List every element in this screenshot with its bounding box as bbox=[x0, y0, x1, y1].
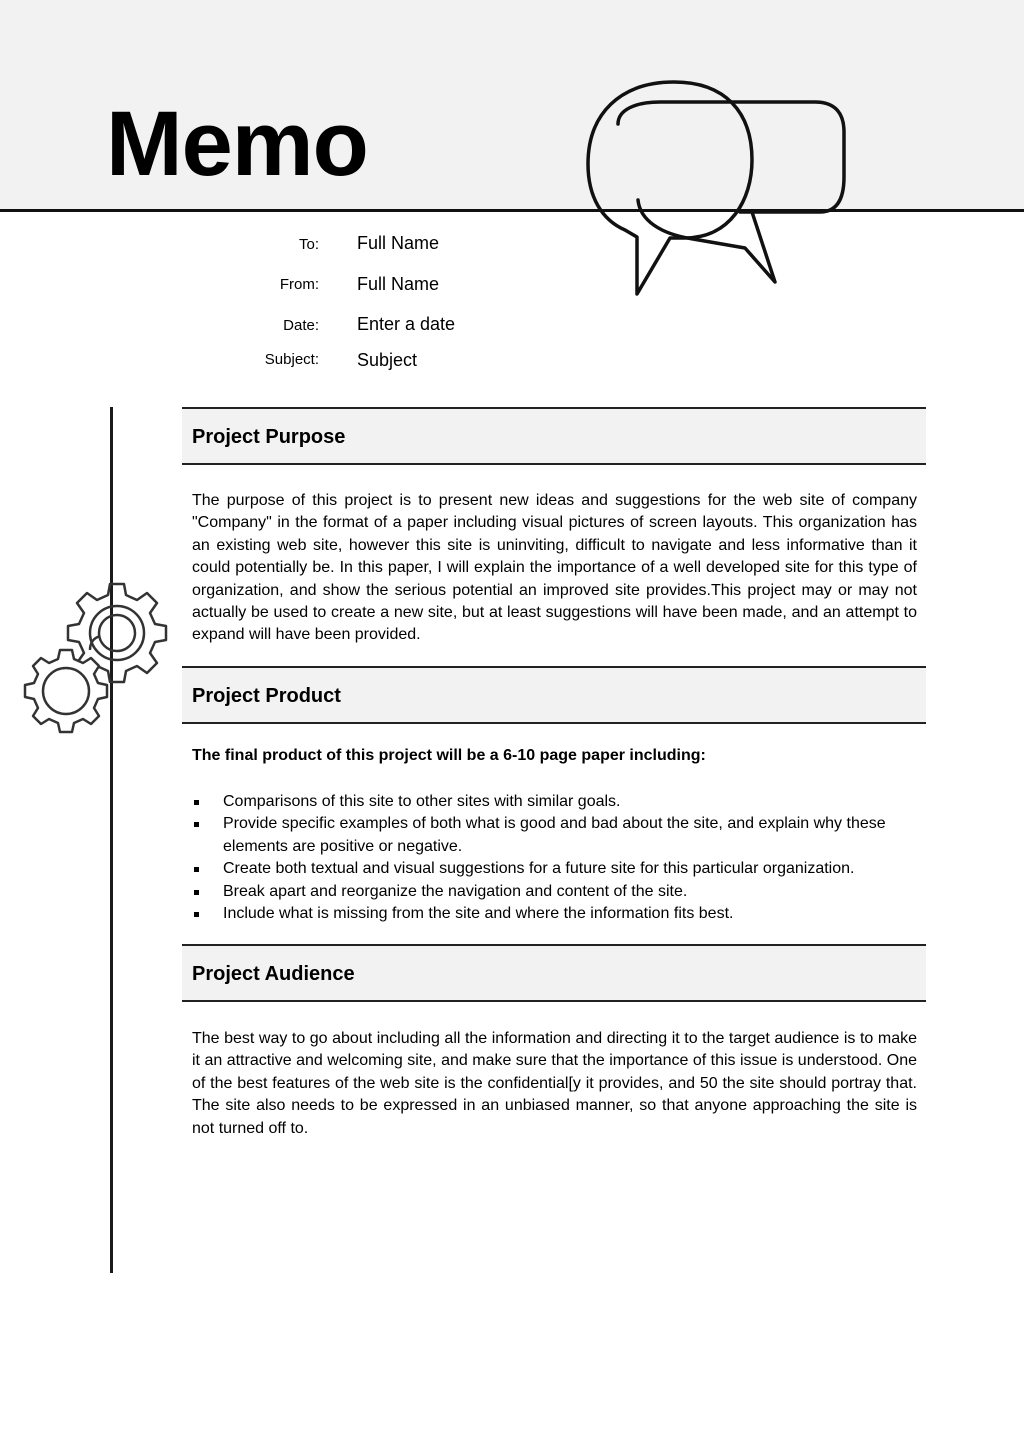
bullet-square-icon bbox=[194, 890, 199, 895]
section-header-product bbox=[182, 666, 926, 724]
header-divider bbox=[0, 209, 1024, 212]
bullet-square-icon bbox=[194, 867, 199, 872]
list-item bbox=[192, 813, 917, 858]
list-item-text: Create both textual and visual suggestions for a future site for this particular organization. bbox=[223, 860, 855, 878]
list-item bbox=[192, 903, 917, 925]
speech-bubbles-icon bbox=[580, 72, 850, 307]
subject-value[interactable]: Subject bbox=[357, 350, 418, 370]
gears-icon bbox=[18, 570, 178, 755]
audience-heading: Project Audience bbox=[192, 963, 355, 985]
to-label: To: bbox=[298, 236, 319, 253]
product-heading: Project Product bbox=[192, 685, 341, 707]
purpose-body: The purpose of this project is to present new ideas and suggestions for the web site of company "Company" in the format of a paper including visual pictures of screen layouts. This organization has an existing web site, however this site is uninviting, difficult to navigate and less informative than it could potentially be. In this paper, I will explain the importance of a well developed site for this type of organization, and show the serious potential an improved site provides.This project may or may not actually be used to create a new site, but at least suggestions will have been made, and an attempt to expand will have been provided. bbox=[192, 492, 917, 644]
product-bullet-list bbox=[192, 791, 917, 925]
left-vertical-rule bbox=[110, 407, 113, 1273]
bullet-square-icon bbox=[194, 912, 199, 917]
date-value[interactable]: Enter a date bbox=[357, 314, 456, 334]
memo-title: Memo bbox=[106, 93, 368, 195]
list-item-text: Provide specific examples of both what is good and bad about the site, and explain why these elements are positive or negative. bbox=[223, 815, 886, 855]
product-intro: The final product of this project will be a 6-10 page paper including: bbox=[192, 747, 706, 764]
subject-label: Subject: bbox=[264, 351, 319, 368]
purpose-heading: Project Purpose bbox=[192, 426, 346, 448]
to-value[interactable]: Full Name bbox=[357, 233, 440, 253]
list-item-text: Comparisons of this site to other sites with similar goals. bbox=[223, 793, 621, 810]
from-label: From: bbox=[279, 276, 319, 293]
section-header-purpose bbox=[182, 407, 926, 465]
list-item bbox=[192, 791, 917, 813]
section-header-audience bbox=[182, 944, 926, 1002]
bullet-square-icon bbox=[194, 822, 199, 827]
list-item bbox=[192, 881, 917, 903]
list-item-text: Break apart and reorganize the navigation and content of the site. bbox=[223, 882, 688, 900]
from-value[interactable]: Full Name bbox=[357, 274, 440, 294]
audience-body: The best way to go about including all the information and directing it to the target audience is to make it an attractive and welcoming site, and make sure that the importance of this issue is understood. One of the best features of the web site is the confidential[y it provides, and 50 the site should portray that. The site also needs to be expressed in an unbiased manner, so that anyone approaching the site is not turned off to. bbox=[192, 1030, 917, 1137]
list-item-text: Include what is missing from the site and where the information fits best. bbox=[223, 905, 734, 923]
list-item bbox=[192, 858, 917, 880]
bullet-square-icon bbox=[194, 800, 199, 805]
date-label: Date: bbox=[283, 317, 319, 334]
